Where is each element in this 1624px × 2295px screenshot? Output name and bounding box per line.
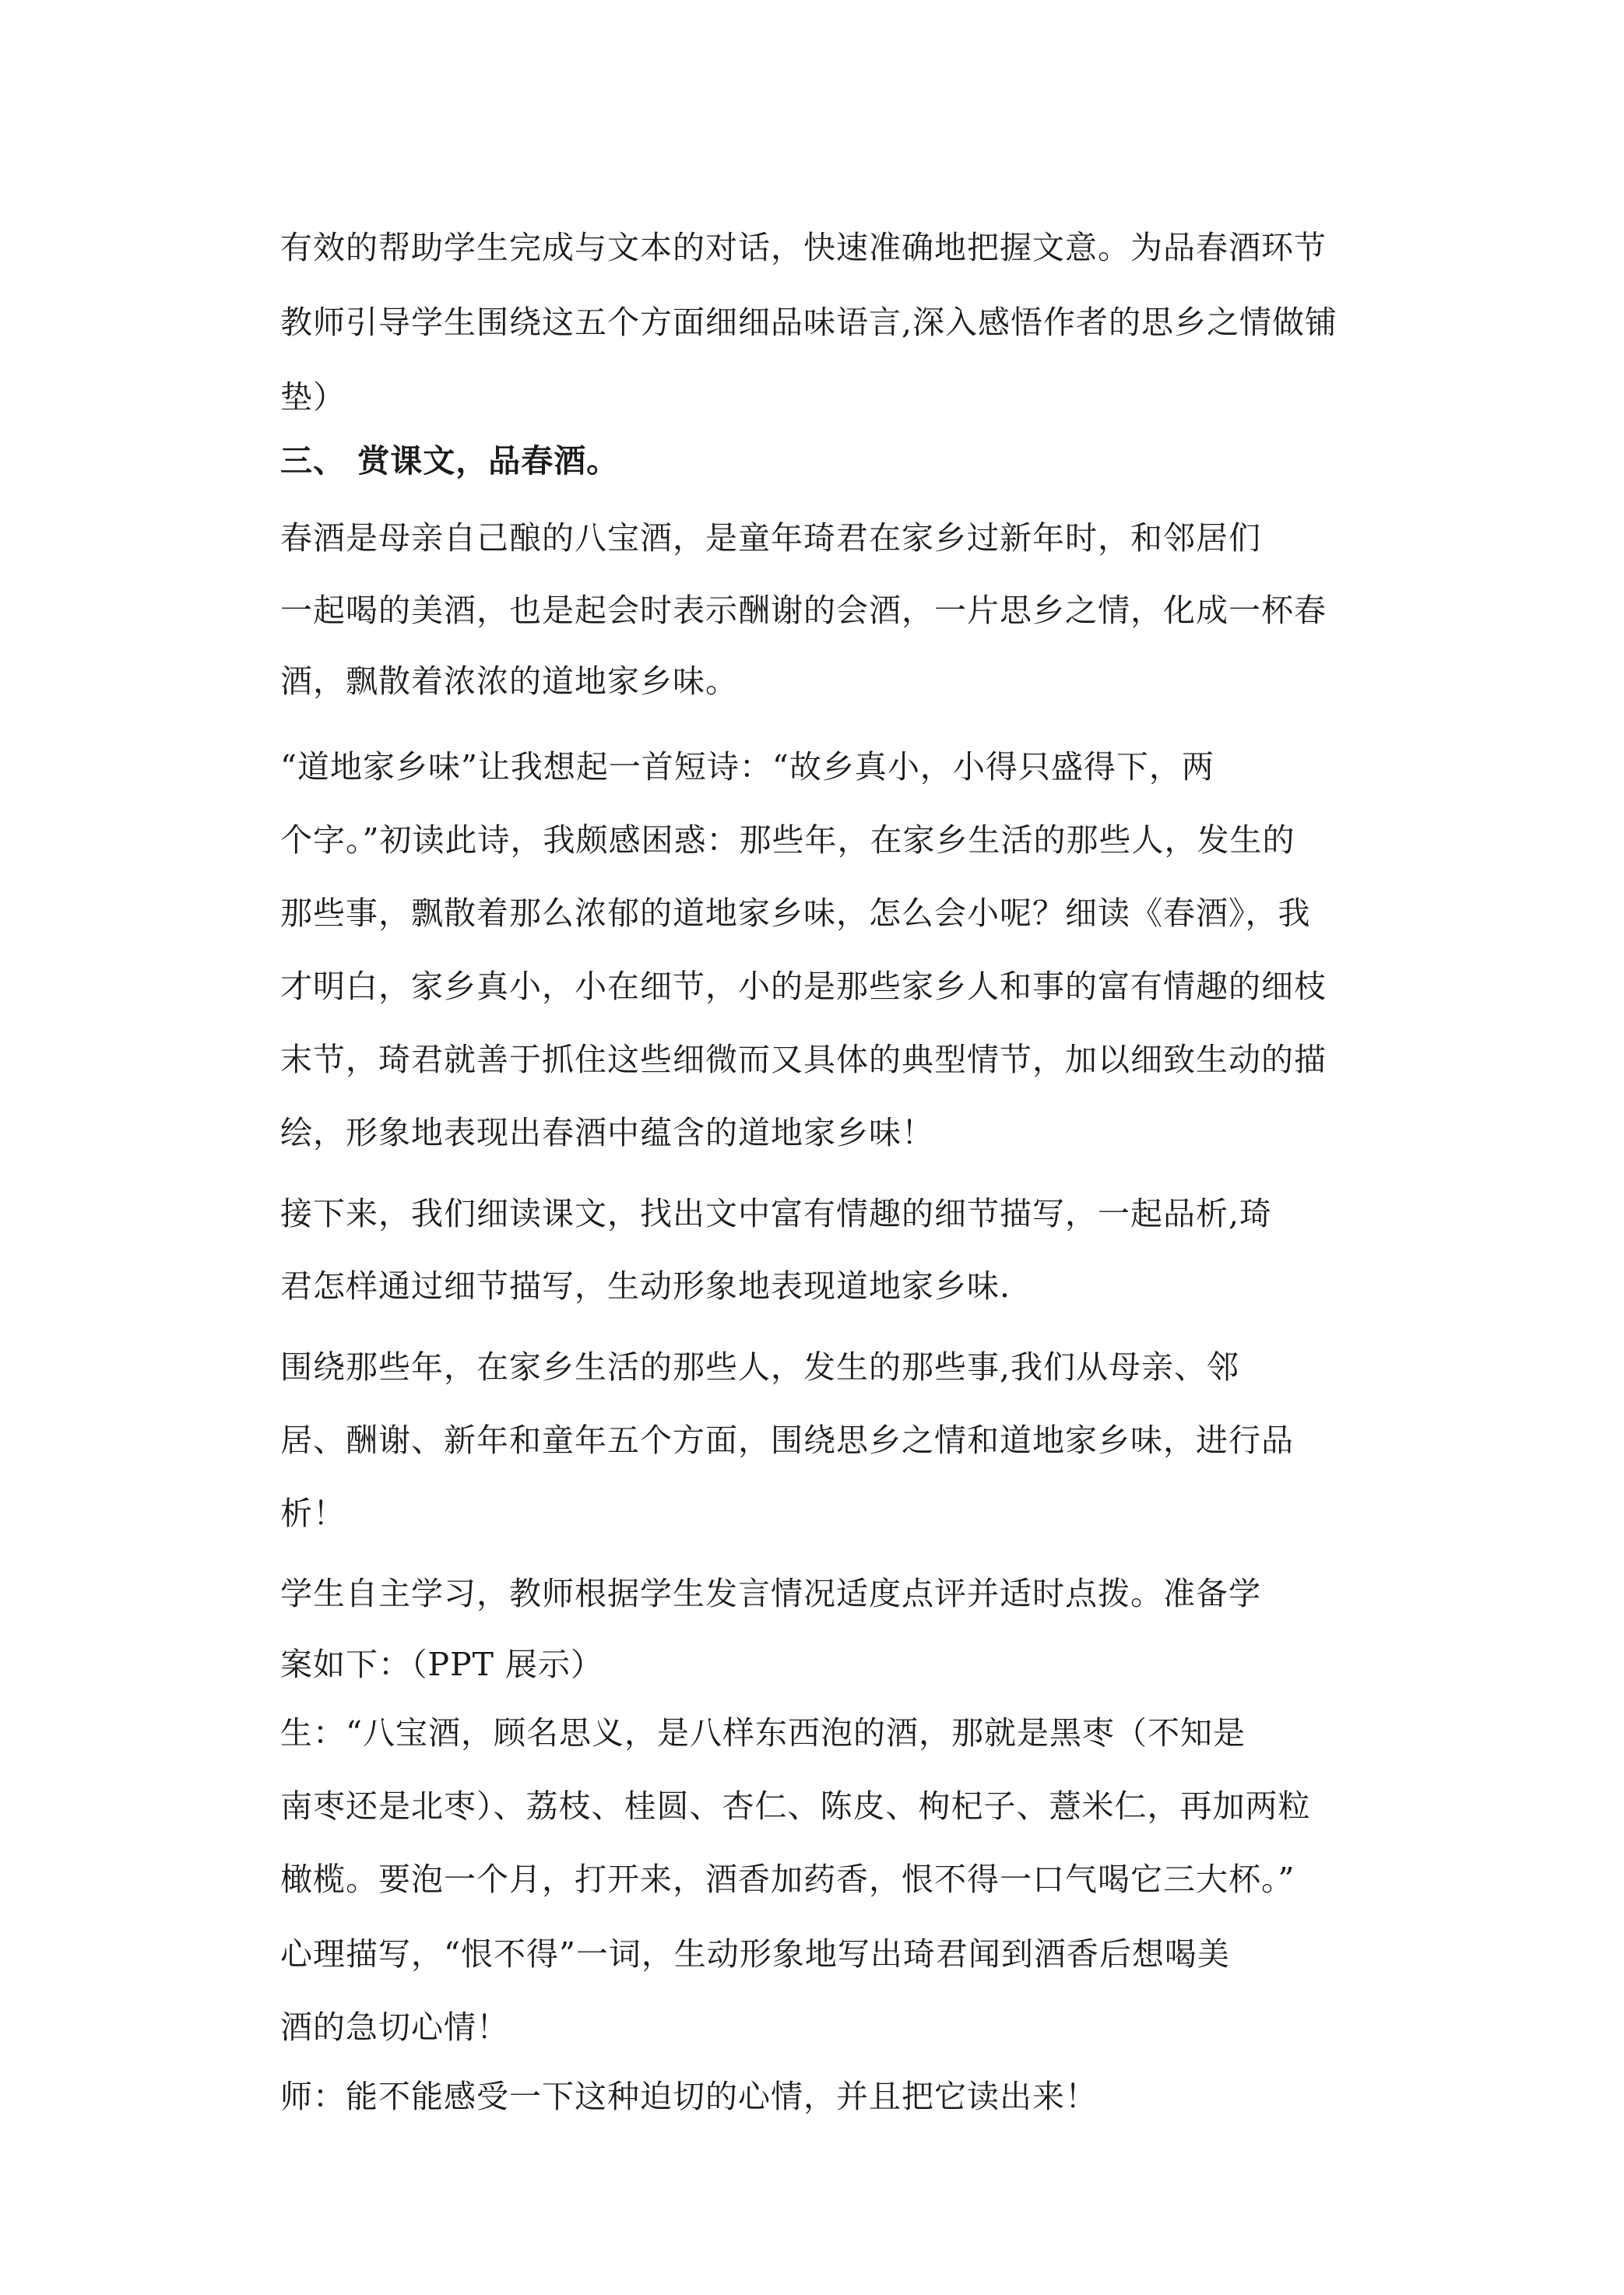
text-line-16: 围绕那些年，在家乡生活的那些人，发生的那些事,我们从母亲、邻 xyxy=(280,1348,1240,1386)
text-line-8: “道地家乡味”让我想起一首短诗：“故乡真小，小得只盛得下，两 xyxy=(280,748,1214,786)
text-line-18: 析！ xyxy=(280,1495,346,1532)
text-line-23: 橄榄。要泡一个月，打开来，酒香加药香，恨不得一口气喝它三大杯。” xyxy=(280,1861,1295,1898)
text-line-21: 生：“八宝酒，顾名思义，是八样东西泡的酒，那就是黑枣（不知是 xyxy=(280,1714,1246,1752)
section-heading: 三、 赏课文，品春酒。 xyxy=(280,442,620,480)
text-line-17: 居、酬谢、新年和童年五个方面，围绕思乡之情和道地家乡味，进行品 xyxy=(280,1422,1294,1459)
text-line-5: 春酒是母亲自己酿的八宝酒，是童年琦君在家乡过新年时，和邻居们 xyxy=(280,519,1261,557)
text-line-13: 绘，形象地表现出春酒中蕴含的道地家乡味！ xyxy=(280,1114,934,1151)
text-line-9: 个字。”初读此诗，我颇感困惑：那些年，在家乡生活的那些人，发生的 xyxy=(280,821,1295,859)
text-line-25: 酒的急切心情！ xyxy=(280,2009,509,2046)
text-line-20: 案如下：（PPT 展示） xyxy=(280,1646,604,1683)
text-line-7: 酒，飘散着浓浓的道地家乡味。 xyxy=(280,662,738,700)
text-line-26: 师：能不能感受一下这种迫切的心情，并且把它读出来！ xyxy=(280,2078,1098,2115)
text-line-6: 一起喝的美酒，也是起会时表示酬谢的会酒，一片思乡之情，化成一杯春 xyxy=(280,592,1327,629)
text-line-2: 教师引导学生围绕这五个方面细细品味语言,深入感悟作者的思乡之情做铺 xyxy=(280,304,1338,341)
text-line-15: 君怎样通过细节描写，生动形象地表现道地家乡味. xyxy=(280,1267,1011,1305)
text-line-12: 末节，琦君就善于抓住这些细微而又具体的典型情节，加以细致生动的描 xyxy=(280,1041,1327,1078)
text-line-19: 学生自主学习，教师根据学生发言情况适度点评并适时点拨。准备学 xyxy=(280,1575,1261,1612)
text-line-10: 那些事，飘散着那么浓郁的道地家乡味，怎么会小呢？细读《春酒》，我 xyxy=(280,894,1311,932)
text-line-24: 心理描写，“恨不得”一词，生动形象地写出琦君闻到酒香后想喝美 xyxy=(280,1935,1230,1973)
text-line-11: 才明白，家乡真小，小在细节，小的是那些家乡人和事的富有情趣的细枝 xyxy=(280,968,1327,1005)
text-line-1: 有效的帮助学生完成与文本的对话，快速准确地把握文意。为品春酒环节 xyxy=(280,229,1327,266)
text-line-22: 南枣还是北枣）、荔枝、桂圆、杏仁、陈皮、枸杞子、薏米仁，再加两粒 xyxy=(280,1787,1311,1825)
text-line-3: 垫） xyxy=(280,378,346,416)
text-line-14: 接下来，我们细读课文，找出文中富有情趣的细节描写，一起品析,琦 xyxy=(280,1195,1273,1232)
